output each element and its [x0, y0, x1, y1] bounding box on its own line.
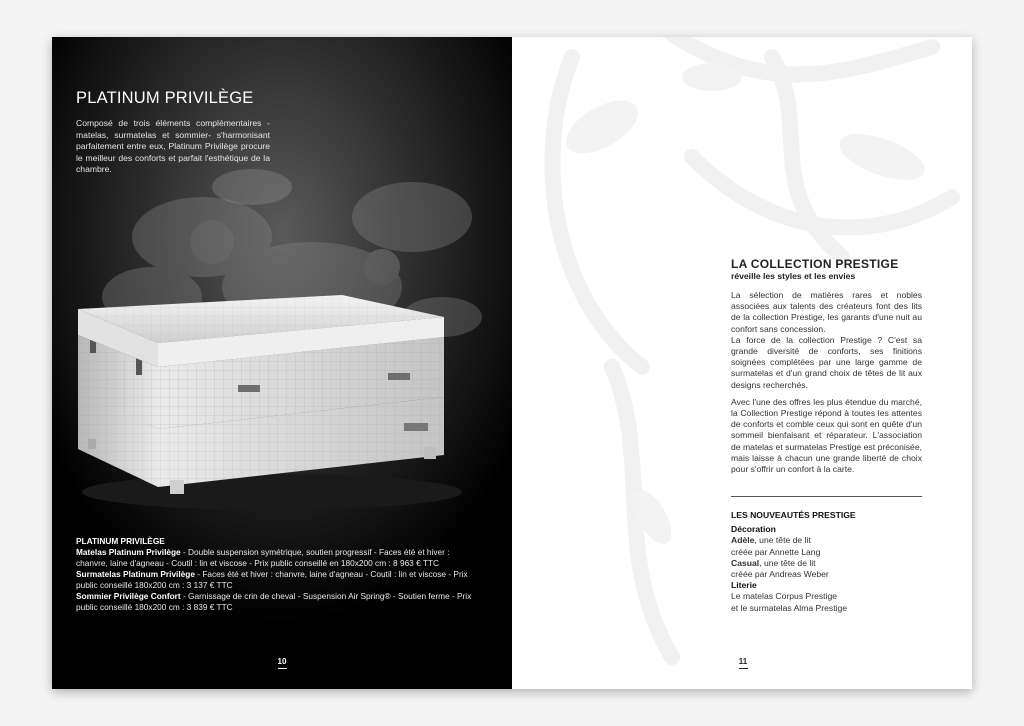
- item-name: Casual: [731, 557, 760, 568]
- spec-name: Sommier Privilège Confort: [76, 591, 181, 601]
- page-title: PLATINUM PRIVILÈGE: [76, 89, 254, 107]
- news-heading: LES NOUVEAUTÉS PRESTIGE: [731, 510, 856, 520]
- item-designer: créée par Annette Lang: [731, 546, 821, 557]
- spec-name: Matelas Platinum Privilège: [76, 547, 181, 557]
- body-paragraph: Avec l'une des offres les plus étendue du marché, la Collection Prestige répond à toutes les attentes de conforts et comble ceux qui sont en quête d'un sommeil bienfaisant et réparateur. L'association de matelas et surmatelas Prestige est préconisée, mais laisse à chacun une grande liberté de choix pour s'offrir un confort à la carte.: [731, 396, 922, 475]
- item-desc: , une tête de lit: [754, 535, 811, 546]
- news-section: [731, 510, 931, 614]
- literie-line: Le matelas Corpus Prestige: [731, 591, 838, 602]
- literie-label: Literie: [731, 580, 757, 591]
- specs-heading: PLATINUM PRIVILÈGE: [76, 536, 165, 546]
- item-desc: , une tête de lit: [759, 557, 816, 568]
- decoration-label: Décoration: [731, 524, 776, 535]
- item-designer: créée par Andreas Weber: [731, 569, 829, 580]
- spec-item: [76, 569, 476, 591]
- spec-text: - Garnissage de crin de cheval - Suspension Air Spring® - Soutien ferme - Prix public conseillé 180x200 cm : 3 839 € TTC: [76, 591, 472, 612]
- product-specs: [76, 536, 476, 613]
- item-name: Adèle: [731, 535, 755, 546]
- collection-title: LA COLLECTION PRESTIGE: [731, 257, 899, 271]
- spec-name: Surmatelas Platinum Privilège: [76, 569, 195, 579]
- brochure-spread: [52, 37, 972, 689]
- collection-subtitle: réveille les styles et les envies: [731, 271, 856, 281]
- spec-item: [76, 591, 476, 613]
- body-paragraph: La force de la collection Prestige ? C'est sa grande diversité de conforts, ses finitions soignées complétées par une large gamme de surmatelas et d'un grand choix de têtes de lit aux designs recherchés.: [731, 334, 922, 390]
- collection-body: [731, 290, 922, 475]
- page-number: 10: [267, 657, 297, 669]
- spec-item: [76, 547, 476, 569]
- decoration-item: [731, 558, 931, 569]
- decoration-item: [731, 535, 931, 546]
- spec-text: - Double suspension symétrique, soutien progressif - Faces été et hiver : chanvre, laine d'agneau - Coutil : lin et viscose - Prix public conseillé en 180x200 cm : 8 963 € TTC: [76, 547, 450, 568]
- page-number: 11: [728, 657, 758, 669]
- literie-line: et le surmatelas Alma Prestige: [731, 602, 848, 613]
- divider: [731, 496, 922, 497]
- intro-paragraph: Composé de trois éléments complémentaires -matelas, surmatelas et sommier- s'harmonisant parfaitement entre eux, Platinum Privilège procure le meilleur des conforts et parfait l'esthétique de la chambre.: [76, 118, 270, 174]
- left-page: [52, 37, 512, 689]
- body-paragraph: La sélection de matières rares et nobles associées aux talents des créateurs font des lits de la collection Prestige, les garants d'une nuit au confort sans concession.: [731, 290, 922, 334]
- right-page: [512, 37, 972, 689]
- spec-text: - Faces été et hiver : chanvre, laine d'agneau - Coutil : lin et viscose - Prix public conseillé 180x200 cm : 3 137 € TTC: [76, 569, 468, 590]
